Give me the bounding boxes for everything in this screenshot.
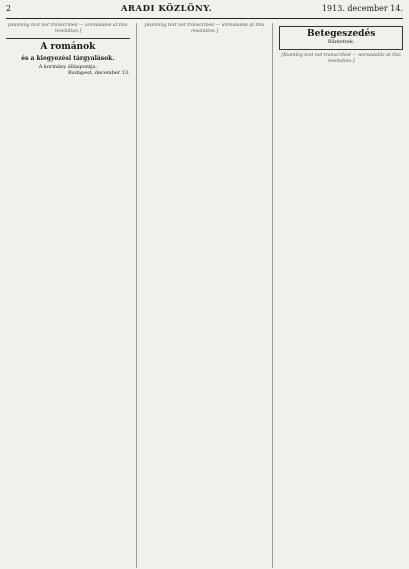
- article-subheading: Bűntettek.: [327, 39, 355, 45]
- newspaper-title: ARADI KÖZLÖNY.: [120, 4, 213, 14]
- article-heading-betegeszedes: Betegeszedés: [307, 29, 376, 39]
- divider-rule: [6, 38, 130, 39]
- betegeszedes-box: [279, 26, 403, 50]
- column-divider: [272, 23, 273, 568]
- article-heading-romanok: A románok: [40, 41, 96, 52]
- issue-date: 1913. december 14.: [321, 4, 403, 13]
- column-1: [6, 23, 130, 568]
- untranscribed-note: [Running text not transcribed — unreadable at this resolution.]: [8, 23, 128, 34]
- column-2: [143, 23, 267, 568]
- article-heading-romanok-sub: és a kiegyezési tárgyalások.: [21, 54, 115, 62]
- page-header: [6, 4, 403, 19]
- untranscribed-note: [Running text not transcribed — unreadable at this resolution.]: [281, 52, 401, 64]
- columns: [6, 23, 403, 568]
- article-subheading: A kormány álláspontja.: [38, 63, 97, 70]
- column-divider: [136, 23, 137, 568]
- column-3: [279, 23, 403, 568]
- article-dateline: Budapest, december 13.: [67, 70, 130, 77]
- untranscribed-note: [Running text not transcribed — unreadable at this resolution.]: [144, 23, 265, 34]
- page-number: 2: [6, 4, 12, 13]
